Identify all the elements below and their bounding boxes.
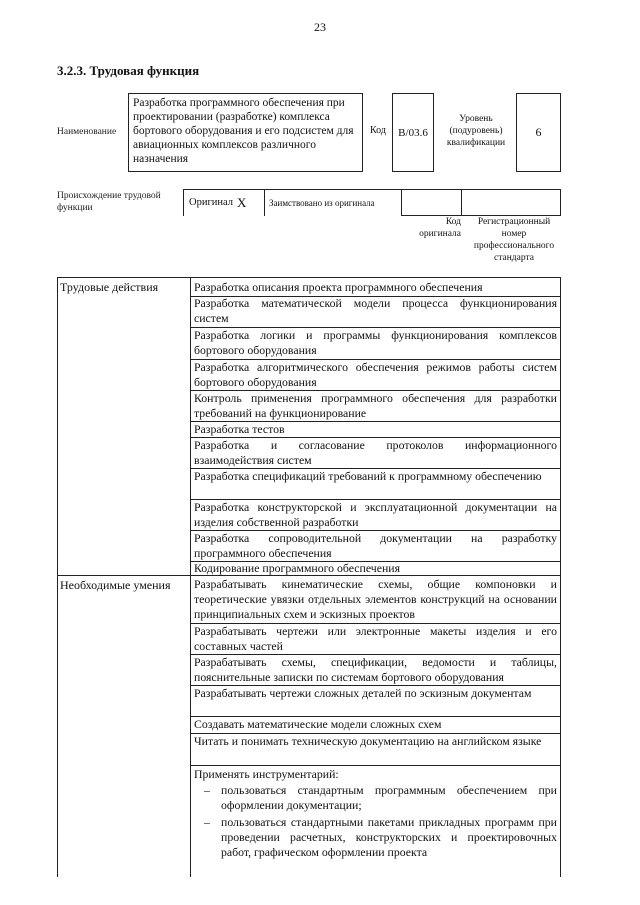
row-divider (190, 765, 561, 766)
labor-action-item: Разработка спецификаций требований к программному обеспечению (194, 469, 542, 483)
origin-code-cell (402, 189, 462, 216)
code-value: B/03.6 (398, 126, 428, 139)
table-right-border (560, 277, 561, 877)
skill-item: Создавать математические модели сложных схем (194, 717, 442, 731)
bullet-dash: – (204, 783, 210, 797)
skill-bullet-text: пользоваться стандартными пакетами прикладных программ при проведении расчетных, конструкторских и проектировочных работ, графическом оформлении проекта (221, 815, 557, 859)
labor-action-item: Разработка сопроводительной документации на разработку программного обеспечения (194, 531, 557, 560)
table-column-divider (190, 277, 191, 877)
labor-action-item: Разработка и согласование протоколов информационного взаимодействия систем (194, 438, 557, 467)
skill-item: Разрабатывать кинематические схемы, общие компоновки и теоретические увязки отдельных элементов конструкций на основании принципиальных схем и эскизных проектов (194, 577, 557, 621)
origin-borrowed-cell (265, 189, 402, 216)
skill-item: Читать и понимать техническую документацию на английском языке (194, 734, 542, 748)
labor-action-item: Разработка логики и программы функционирования комплексов бортового оборудования (194, 328, 557, 357)
table-top-border (57, 277, 561, 278)
table-left-border (57, 277, 58, 877)
skill-item: Применять инструментарий: (194, 767, 339, 781)
skill-bullet-text: пользоваться стандартным программным обеспечением при оформлении документации; (221, 783, 557, 812)
name-label: Наименование (57, 127, 117, 137)
section-title: 3.2.3. Трудовая функция (57, 63, 200, 78)
labor-action-item: Разработка конструкторской и эксплуатационной документации на изделия собственной разработки (194, 500, 557, 529)
origin-label: Происхождение трудовой функции (57, 191, 161, 213)
level-value: 6 (535, 125, 542, 139)
competency-table (57, 277, 561, 877)
labor-action-item: Разработка алгоритмического обеспечения режимов работы систем бортового оборудования (194, 360, 557, 389)
skill-bullet-item (194, 783, 557, 813)
caption-code-original: Код оригинала (419, 217, 461, 239)
skill-item: Разрабатывать чертежи или электронные макеты изделия и его составных частей (194, 624, 557, 653)
labor-action-item: Разработка описания проекта программного обеспечения (194, 280, 483, 294)
origin-original-mark: X (237, 194, 247, 210)
bullet-dash: – (204, 815, 210, 829)
origin-original-text: Оригинал (189, 197, 233, 208)
skill-item: Разрабатывать чертежи сложных деталей по эскизным документам (194, 686, 532, 700)
level-box (516, 93, 561, 172)
skill-item: Разрабатывать схемы, спецификации, ведомости и таблицы, пояснительные записки по системам бортового оборудования (194, 655, 557, 684)
labor-action-item: Разработка тестов (194, 422, 285, 436)
labor-action-item: Кодирование программного обеспечения (194, 561, 401, 575)
page-number: 23 (314, 20, 326, 34)
labor-actions-label: Трудовые действия (60, 280, 159, 294)
function-name-box (128, 93, 363, 172)
level-label: Уровень (подуровень) квалификации (446, 114, 506, 148)
labor-action-item: Контроль применения программного обеспечения для разработки требований на функционирование (194, 391, 557, 420)
origin-original-cell (183, 189, 265, 216)
code-label: Код (370, 125, 386, 136)
function-name-value: Разработка программного обеспечения при проектировании (разработке) комплекса бортового оборудования и его подсистем для авиационных комплексов различного назначения (133, 97, 354, 165)
skill-bullet-item (194, 815, 557, 860)
origin-borrowed-text: Заимствовано из оригинала (269, 197, 375, 208)
labor-action-item: Разработка математической модели процесса функционирования систем (194, 296, 557, 325)
caption-registration-number: Регистрационный номер профессионального стандарта (473, 217, 555, 263)
skills-label: Необходимые умения (60, 578, 171, 592)
code-box (392, 93, 434, 172)
